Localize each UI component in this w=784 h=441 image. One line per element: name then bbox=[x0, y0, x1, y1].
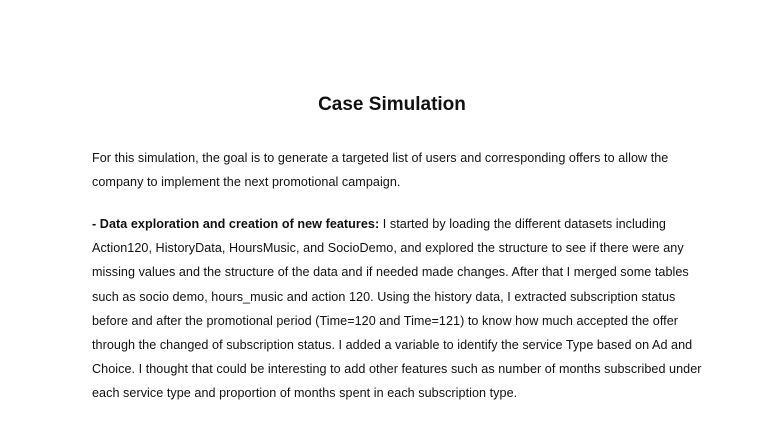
document-title: Case Simulation bbox=[318, 94, 466, 115]
data-exploration-text: I started by loading the different datasets including Action120, HistoryData, HoursMusic, and SocioDemo, and explored the structure to see if there were any missing values and the structure of the data and if needed made changes. After that I merged some tables such as socio demo, hours_music and action 120. Using the history data, I extracted subscription status before and after the promotional period (Time=120 and Time=121) to know how much accepted the offer through the changed of subscription status. I added a variable to identify the service Type based on Ad and Choice. I thought that could be interesting to add other features such as number of months subscribed under each service type and proportion of months spent in each subscription type. bbox=[92, 217, 702, 401]
data-exploration-heading: - Data exploration and creation of new features: bbox=[92, 217, 380, 231]
intro-paragraph: For this simulation, the goal is to generate a targeted list of users and corresponding offers to allow the company to implement the next promotional campaign. bbox=[92, 151, 669, 190]
data-exploration-paragraph bbox=[92, 212, 702, 406]
